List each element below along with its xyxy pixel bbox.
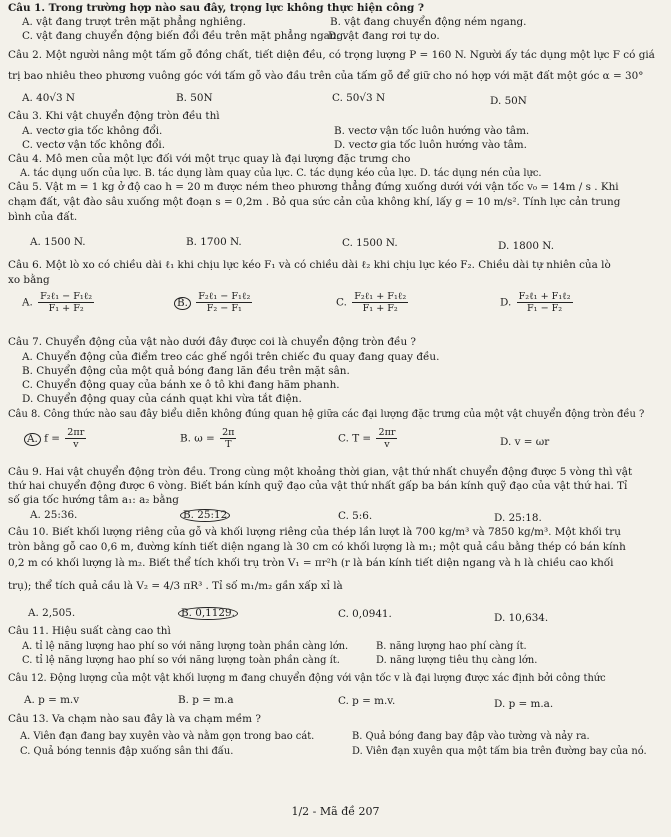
q8-c-denominator: v bbox=[384, 439, 390, 450]
q6-c-numerator: F₂ℓ₁ + F₁ℓ₂ bbox=[354, 291, 407, 302]
q5-option-b: B. 1700 N. bbox=[186, 236, 242, 248]
q5-stem-1: Câu 5. Vật m = 1 kg ở độ cao h = 20 m được ném theo phương thẳng đứng xuống dưới với vận tốc v₀ = 14m / s . Khi bbox=[8, 181, 619, 193]
q9-stem-1: Câu 9. Hai vật chuyển động tròn đều. Trong cùng một khoảng thời gian, vật thứ nhất chuyển động được 5 vòng thì vật bbox=[8, 466, 633, 478]
q6-a-label: A. bbox=[22, 296, 33, 309]
q8-b-label: B. bbox=[180, 432, 191, 445]
q8-option-d: D. v = ωr bbox=[500, 436, 550, 448]
q8-a-lhs: f = bbox=[44, 432, 60, 445]
q6-a-fraction bbox=[38, 291, 94, 314]
q10-stem-2: tròn bằng gỗ cao 0,6 m, đường kính tiết diện ngang là 30 cm có khối lượng là m₁; một quả cầu bằng thép có bán kính bbox=[8, 541, 626, 553]
q1-option-c: C. vật đang chuyển động biến đổi đều trên mặt phẳng ngang. bbox=[22, 30, 347, 42]
q7-option-a: A. Chuyển động của điểm treo các ghế ngồi trên chiếc đu quay đang quay đều. bbox=[22, 351, 440, 363]
q3-option-c: C. vectơ vận tốc không đổi. bbox=[22, 139, 165, 151]
q6-option-d bbox=[500, 291, 575, 314]
q13-option-c: C. Quả bóng tennis đập xuống sân thi đấu. bbox=[20, 746, 234, 757]
q2-option-c: C. 50√3 N bbox=[332, 92, 386, 104]
q9-b-circled: B. 25:12 bbox=[180, 509, 230, 522]
q10-option-d: D. 10,634. bbox=[494, 612, 549, 624]
q6-b-label-circled: B. bbox=[174, 297, 191, 310]
q9-stem-2: thứ hai chuyển động được 6 vòng. Biết bán kính quỹ đạo của vật thứ nhất gấp ba bán kính quỹ đạo của vật thứ hai. Tỉ bbox=[8, 480, 628, 492]
q11-stem: Câu 11. Hiệu suất càng cao thì bbox=[8, 625, 171, 637]
q8-a-denominator: v bbox=[73, 439, 79, 450]
q6-d-denominator: F₁ − F₂ bbox=[527, 303, 563, 314]
q3-option-d: D. vectơ gia tốc luôn hướng vào tâm. bbox=[334, 139, 527, 151]
q3-option-a: A. vectơ gia tốc không đổi. bbox=[22, 125, 163, 137]
q12-option-b: B. p = m.a bbox=[178, 694, 234, 706]
q6-a-denominator: F₁ + F₂ bbox=[48, 303, 84, 314]
q6-c-label: C. bbox=[336, 296, 347, 309]
q10-stem-4: trụ); thể tích quả cầu là V₂ = 4/3 πR³ . Tỉ số m₁/m₂ gần xấp xỉ là bbox=[8, 580, 343, 592]
q10-option-a: A. 2,505. bbox=[28, 607, 76, 619]
q2-stem-2: trị bao nhiêu theo phương vuông góc với tấm gỗ vào đầu trên của tấm gỗ để giữ cho nó hợp với mặt đất một góc α = 30° bbox=[8, 70, 644, 82]
q7-option-c: C. Chuyển động quay của bánh xe ô tô khi đang hãm phanh. bbox=[22, 379, 340, 391]
q13-stem: Câu 13. Va chạm nào sau đây là va chạm mềm ? bbox=[8, 713, 261, 725]
q6-b-numerator: F₂ℓ₁ − F₁ℓ₂ bbox=[198, 291, 251, 302]
q6-option-b bbox=[174, 291, 254, 314]
q10-stem-1: Câu 10. Biết khối lượng riêng của gỗ và khối lượng riêng của thép lần lượt là 700 kg/m³ và 7850 kg/m³. Một khối trụ bbox=[8, 526, 621, 538]
q6-c-denominator: F₁ + F₂ bbox=[362, 303, 398, 314]
q1-option-d: D. vật đang rơi tự do. bbox=[328, 30, 440, 42]
q3-stem: Câu 3. Khi vật chuyển động tròn đều thì bbox=[8, 110, 220, 122]
q6-b-denominator: F₂ − F₁ bbox=[206, 303, 242, 314]
q6-d-numerator: F₂ℓ₁ + F₁ℓ₂ bbox=[518, 291, 571, 302]
q6-option-a bbox=[22, 291, 96, 314]
q8-stem: Câu 8. Công thức nào sau đây biểu diễn không đúng quan hệ giữa các đại lượng đặc trưng của một vật chuyển động tròn đều ? bbox=[8, 409, 645, 420]
q1-option-b: B. vật đang chuyển động ném ngang. bbox=[330, 16, 527, 28]
q8-c-fraction bbox=[376, 427, 397, 450]
q6-stem-2: xo bằng bbox=[8, 274, 50, 286]
q8-a-label-circled: A. bbox=[24, 433, 41, 446]
page-footer: 1/2 - Mã đề 207 bbox=[291, 805, 380, 818]
q4-stem: Câu 4. Mô men của một lực đối với một trục quay là đại lượng đặc trưng cho bbox=[8, 153, 411, 165]
q12-option-a: A. p = m.v bbox=[24, 694, 80, 706]
q9-option-d: D. 25:18. bbox=[494, 512, 542, 524]
q10-b-circled: B. 0,1129. bbox=[178, 607, 238, 620]
q5-option-d: D. 1800 N. bbox=[498, 240, 555, 252]
q4-options: A. tác dụng uốn của lực. B. tác dụng làm quay của lực. C. tác dụng kéo của lực. D. tác dụng nén của lực. bbox=[20, 168, 542, 179]
q6-option-c bbox=[336, 291, 410, 314]
q6-d-fraction bbox=[517, 291, 573, 314]
q11-option-b: B. năng lượng hao phí càng ít. bbox=[376, 641, 527, 652]
q11-option-d: D. năng lượng tiêu thụ càng lớn. bbox=[376, 655, 538, 666]
q12-option-c: C. p = m.v. bbox=[338, 695, 396, 707]
q8-b-lhs: ω = bbox=[194, 432, 215, 445]
q8-c-numerator: 2πr bbox=[378, 427, 396, 438]
q6-d-label: D. bbox=[500, 296, 512, 309]
q8-a-numerator: 2πr bbox=[67, 427, 85, 438]
q2-stem-1: Câu 2. Một người nâng một tấm gỗ đồng chất, tiết diện đều, có trọng lượng P = 160 N. Người ấy tác dụng một lực F có giá bbox=[8, 49, 655, 61]
q2-option-d: D. 50N bbox=[490, 95, 527, 107]
q3-option-b: B. vectơ vận tốc luôn hướng vào tâm. bbox=[334, 125, 530, 137]
q7-option-d: D. Chuyển động quay của cánh quạt khi vừa tắt điện. bbox=[22, 393, 302, 405]
q7-stem: Câu 7. Chuyển động của vật nào dưới đây được coi là chuyển động tròn đều ? bbox=[8, 336, 417, 348]
q11-option-c: C. tỉ lệ năng lượng hao phí so với năng lượng toàn phần càng ít. bbox=[22, 655, 340, 666]
q9-option-c: C. 5:6. bbox=[338, 510, 373, 522]
q8-option-c bbox=[338, 427, 399, 450]
q9-option-b bbox=[180, 509, 230, 523]
q7-option-b: B. Chuyển động của một quả bóng đang lăn đều trên mặt sân. bbox=[22, 365, 350, 377]
q10-stem-3: 0,2 m có khối lượng là m₂. Biết thể tích khối trụ tròn V₁ = πr²h (r là bán kính tiết diện ngang và h là chiều cao khối bbox=[8, 557, 614, 569]
q5-stem-2: chạm đất, vật đào sâu xuống một đoạn s = 0,2m . Bỏ qua sức cản của không khí, lấy g = 10 m/s². Tính lực cản trung bbox=[8, 196, 621, 208]
q8-option-b bbox=[180, 427, 238, 450]
q1-stem: Câu 1. Trong trường hợp nào sau đây, trọng lực không thực hiện công ? bbox=[8, 2, 425, 14]
q8-a-fraction bbox=[65, 427, 86, 450]
q1-option-a: A. vật đang trượt trên mặt phẳng nghiêng. bbox=[22, 16, 246, 28]
q13-option-b: B. Quả bóng đang bay đập vào tường và nảy ra. bbox=[352, 731, 590, 742]
q9-option-a: A. 25:36. bbox=[30, 509, 78, 521]
q8-b-denominator: T bbox=[225, 439, 232, 450]
q8-option-a bbox=[24, 427, 88, 450]
q13-option-d: D. Viên đạn xuyên qua một tấm bia trên đường bay của nó. bbox=[352, 746, 647, 757]
q8-c-label: C. bbox=[338, 432, 349, 445]
q11-option-a: A. tỉ lệ năng lượng hao phí so với năng lượng toàn phần càng lớn. bbox=[22, 641, 349, 652]
q13-option-a: A. Viên đạn đang bay xuyên vào và nằm gọn trong bao cát. bbox=[20, 731, 315, 742]
q10-option-b bbox=[178, 607, 238, 621]
q5-option-a: A. 1500 N. bbox=[30, 236, 86, 248]
q6-stem-1: Câu 6. Một lò xo có chiều dài ℓ₁ khi chịu lực kéo F₁ và có chiều dài ℓ₂ khi chịu lực kéo F₂. Chiều dài tự nhiên của lò bbox=[8, 259, 611, 271]
q8-c-lhs: T = bbox=[352, 432, 372, 445]
q8-b-numerator: 2π bbox=[222, 427, 235, 438]
q8-b-fraction bbox=[220, 427, 236, 450]
q6-a-numerator: F₂ℓ₁ − F₁ℓ₂ bbox=[40, 291, 93, 302]
q12-stem: Câu 12. Động lượng của một vật khối lượng m đang chuyển động với vận tốc v là đại lượng được xác định bởi công thức bbox=[8, 673, 606, 684]
q9-stem-3: số gia tốc hướng tâm a₁: a₂ bằng bbox=[8, 494, 179, 506]
q2-option-a: A. 40√3 N bbox=[22, 92, 75, 104]
q12-option-d: D. p = m.a. bbox=[494, 698, 554, 710]
q5-option-c: C. 1500 N. bbox=[342, 237, 398, 249]
q10-option-c: C. 0,0941. bbox=[338, 608, 392, 620]
q2-option-b: B. 50N bbox=[176, 92, 213, 104]
q6-c-fraction bbox=[352, 291, 408, 314]
q5-stem-3: bình của đất. bbox=[8, 211, 78, 223]
q6-b-fraction bbox=[196, 291, 252, 314]
